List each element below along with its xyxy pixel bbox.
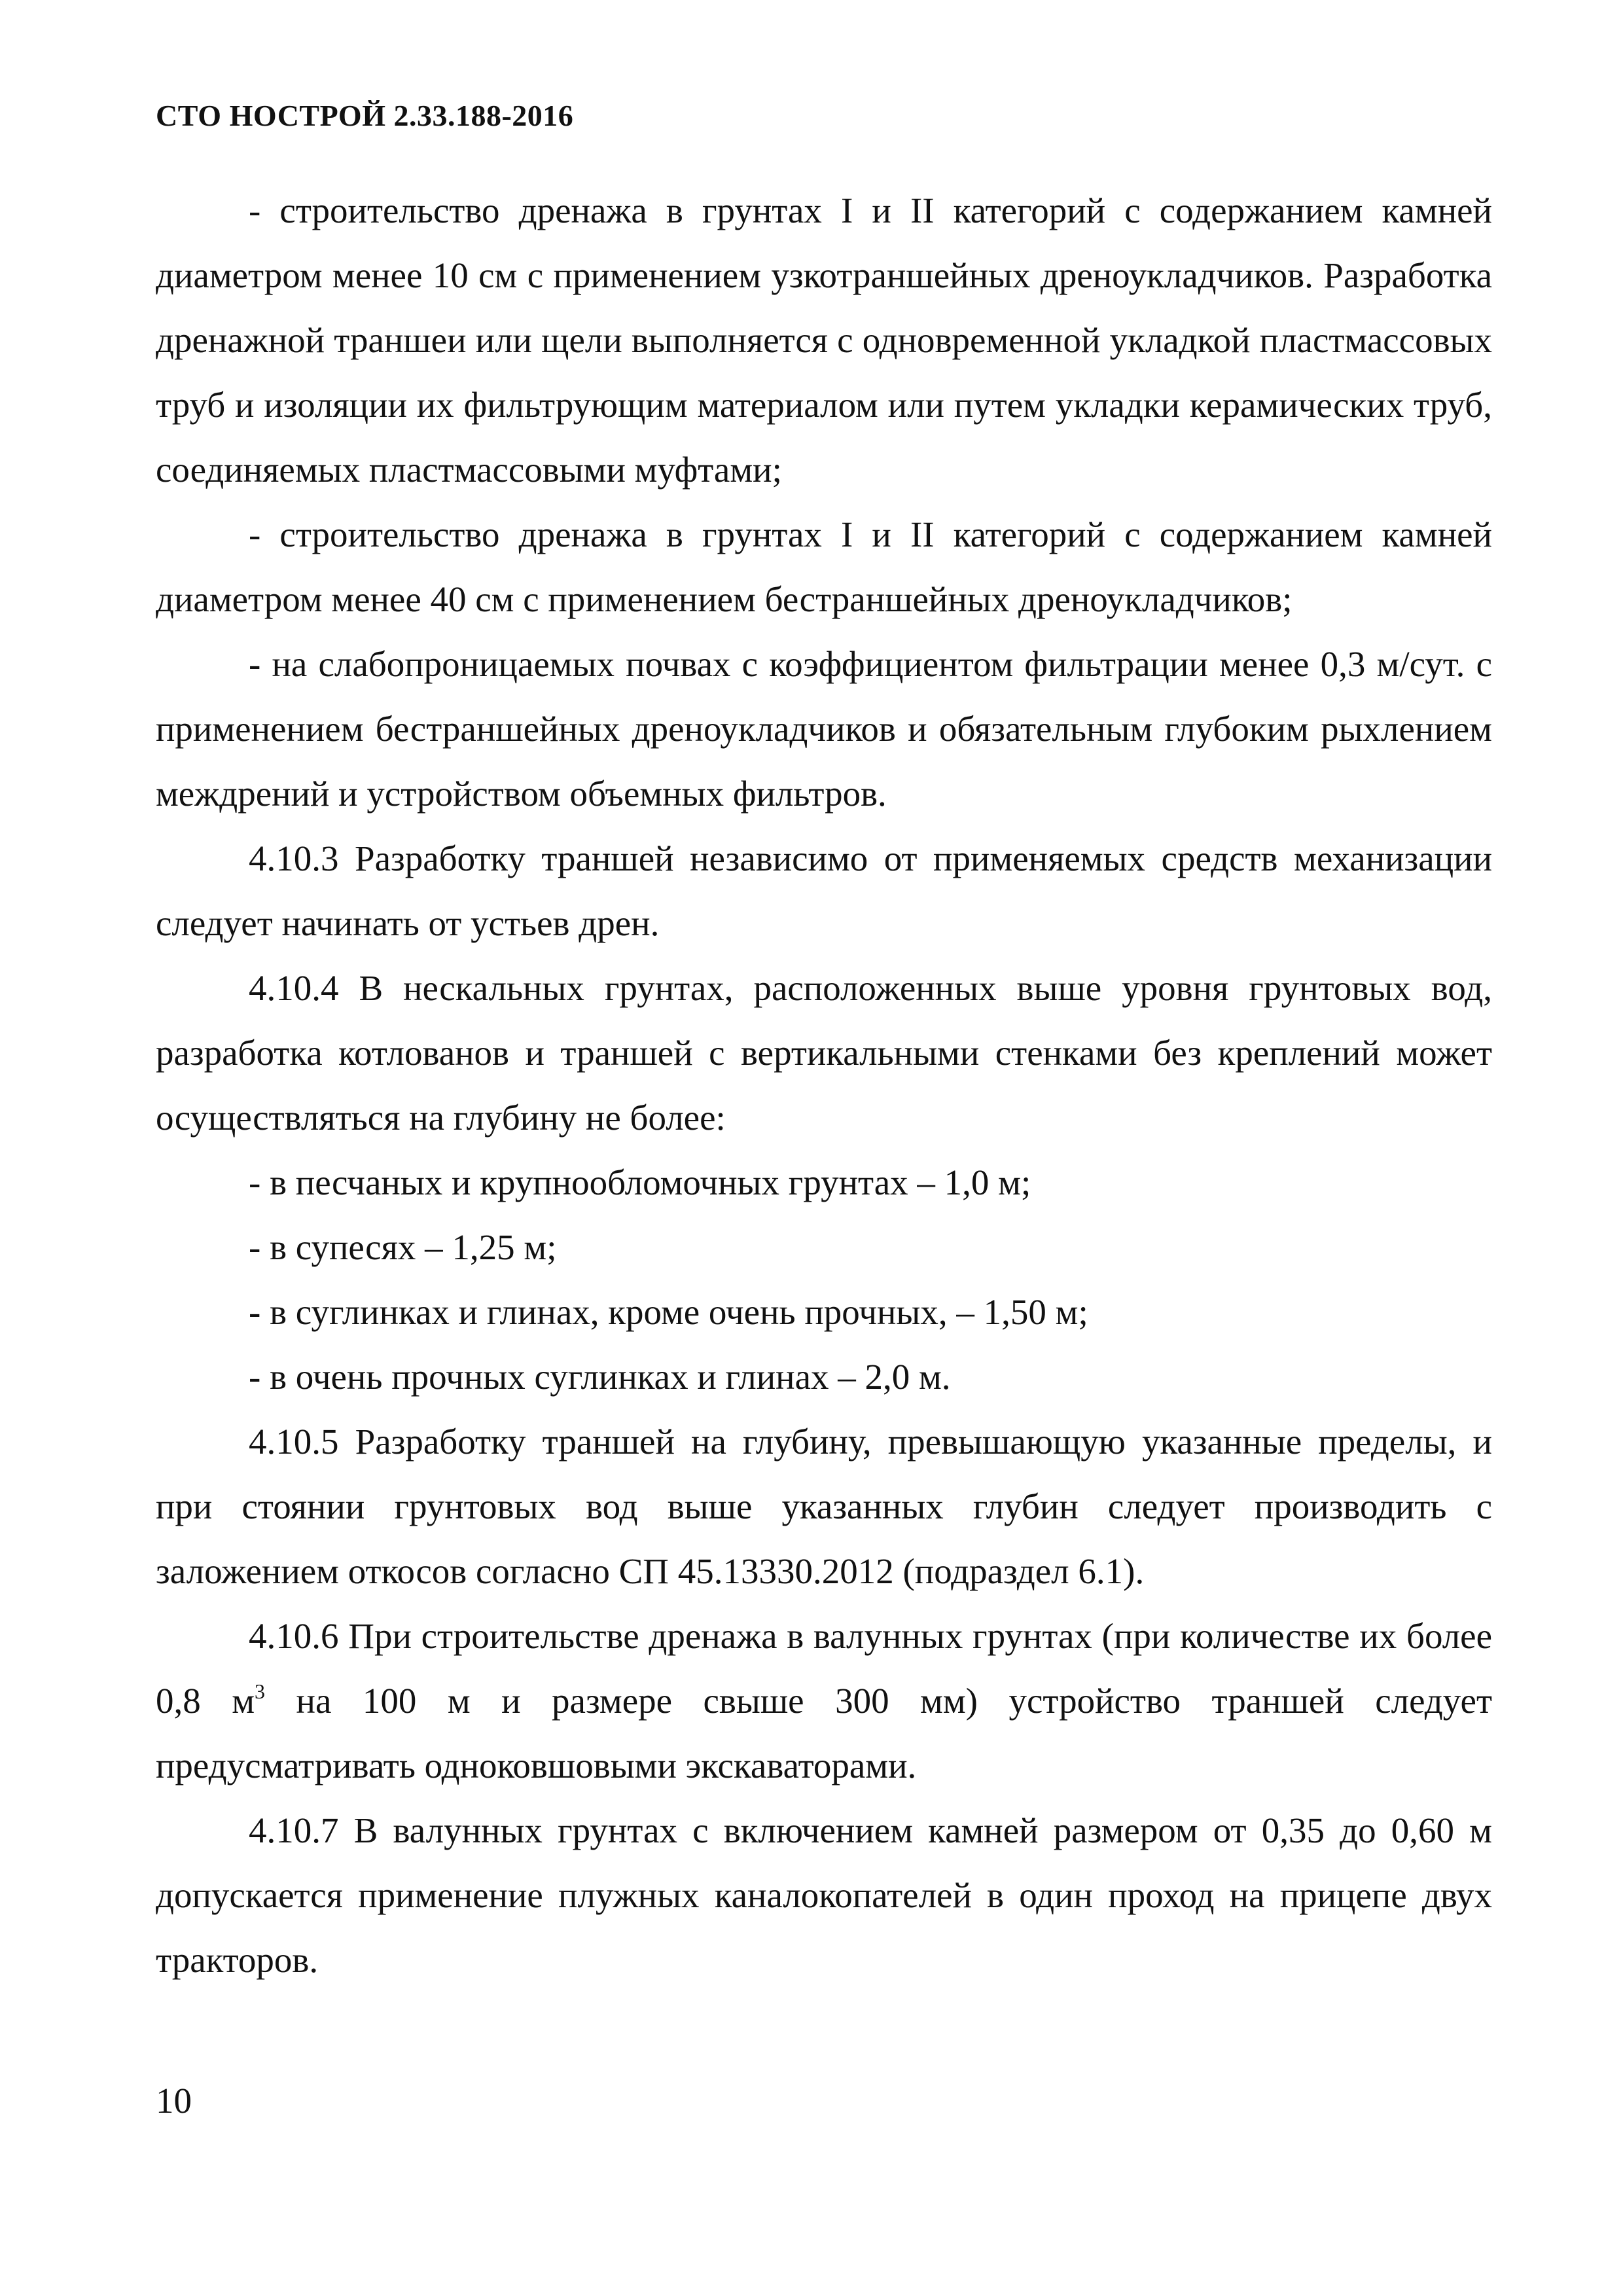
cubic-superscript: 3 xyxy=(255,1679,266,1703)
paragraph-low-permeability-soils: - на слабопроницаемых почвах с коэффициентом фильтрации менее 0,3 м/сут. с применением бестраншейных дреноукладчиков и обязательным глубоким рыхлением междрений и устройством объемных фильтров. xyxy=(156,644,1492,814)
list-item-loam-clay: - в суглинках и глинах, кроме очень прочных, – 1,50 м; xyxy=(249,1292,1088,1332)
paragraph-drainage-trenchless: - строительство дренажа в грунтах I и II категорий с содержанием камней диаметром менее 40 см с применением бестраншейных дреноукладчиков; xyxy=(156,514,1492,619)
paragraph-4-10-6-text-end: на 100 м и размере свыше 300 мм) устройство траншей следует предусматривать одноковшовыми экскаваторами. xyxy=(156,1681,1493,1785)
paragraph-4-10-4: 4.10.4 В нескальных грунтах, расположенных выше уровня грунтовых вод, разработка котлованов и траншей с вертикальными стенками без креплений может осуществляться на глубину не более: xyxy=(156,968,1492,1138)
list-item-sandy-loam: - в супесях – 1,25 м; xyxy=(249,1227,557,1267)
list-item-sandy-soils: - в песчаных и крупнообломочных грунтах – 1,0 м; xyxy=(249,1162,1031,1202)
paragraph-4-10-5: 4.10.5 Разработку траншей на глубину, превышающую указанные пределы, и при стоянии грунтовых вод выше указанных глубин следует производить с заложением откосов согласно СП 45.13330.2012 (подраздел 6.1). xyxy=(156,1422,1492,1591)
paragraph-4-10-7: 4.10.7 В валунных грунтах с включением камней размером от 0,35 до 0,60 м допускается применение плужных каналокопателей в один проход на прицепе двух тракторов. xyxy=(156,1810,1492,1980)
document-header-code: СТО НОСТРОЙ 2.33.188-2016 xyxy=(156,99,574,132)
list-item-strong-loam-clay: - в очень прочных суглинках и глинах – 2,0 м. xyxy=(249,1357,951,1397)
paragraph-drainage-narrow-trench: - строительство дренажа в грунтах I и II категорий с содержанием камней диаметром менее 10 см с применением узкотраншейных дреноукладчиков. Разработка дренажной траншеи или щели выполняется с одновременной укладкой пластмассовых труб и изоляции их фильтрующим материалом или путем укладки керамических труб, соединяемых пластмассовыми муфтами; xyxy=(156,190,1492,490)
paragraph-4-10-6-text-start: 4.10.6 При строительстве дренажа в валунных грунтах (при количестве их более 0,8 м xyxy=(156,1616,1492,1721)
paragraph-4-10-3: 4.10.3 Разработку траншей независимо от применяемых средств механизации следует начинать от устьев дрен. xyxy=(156,838,1492,943)
document-body xyxy=(156,178,1492,1992)
paragraph-4-10-6 xyxy=(156,1604,1492,1798)
page-number: 10 xyxy=(156,2081,192,2121)
